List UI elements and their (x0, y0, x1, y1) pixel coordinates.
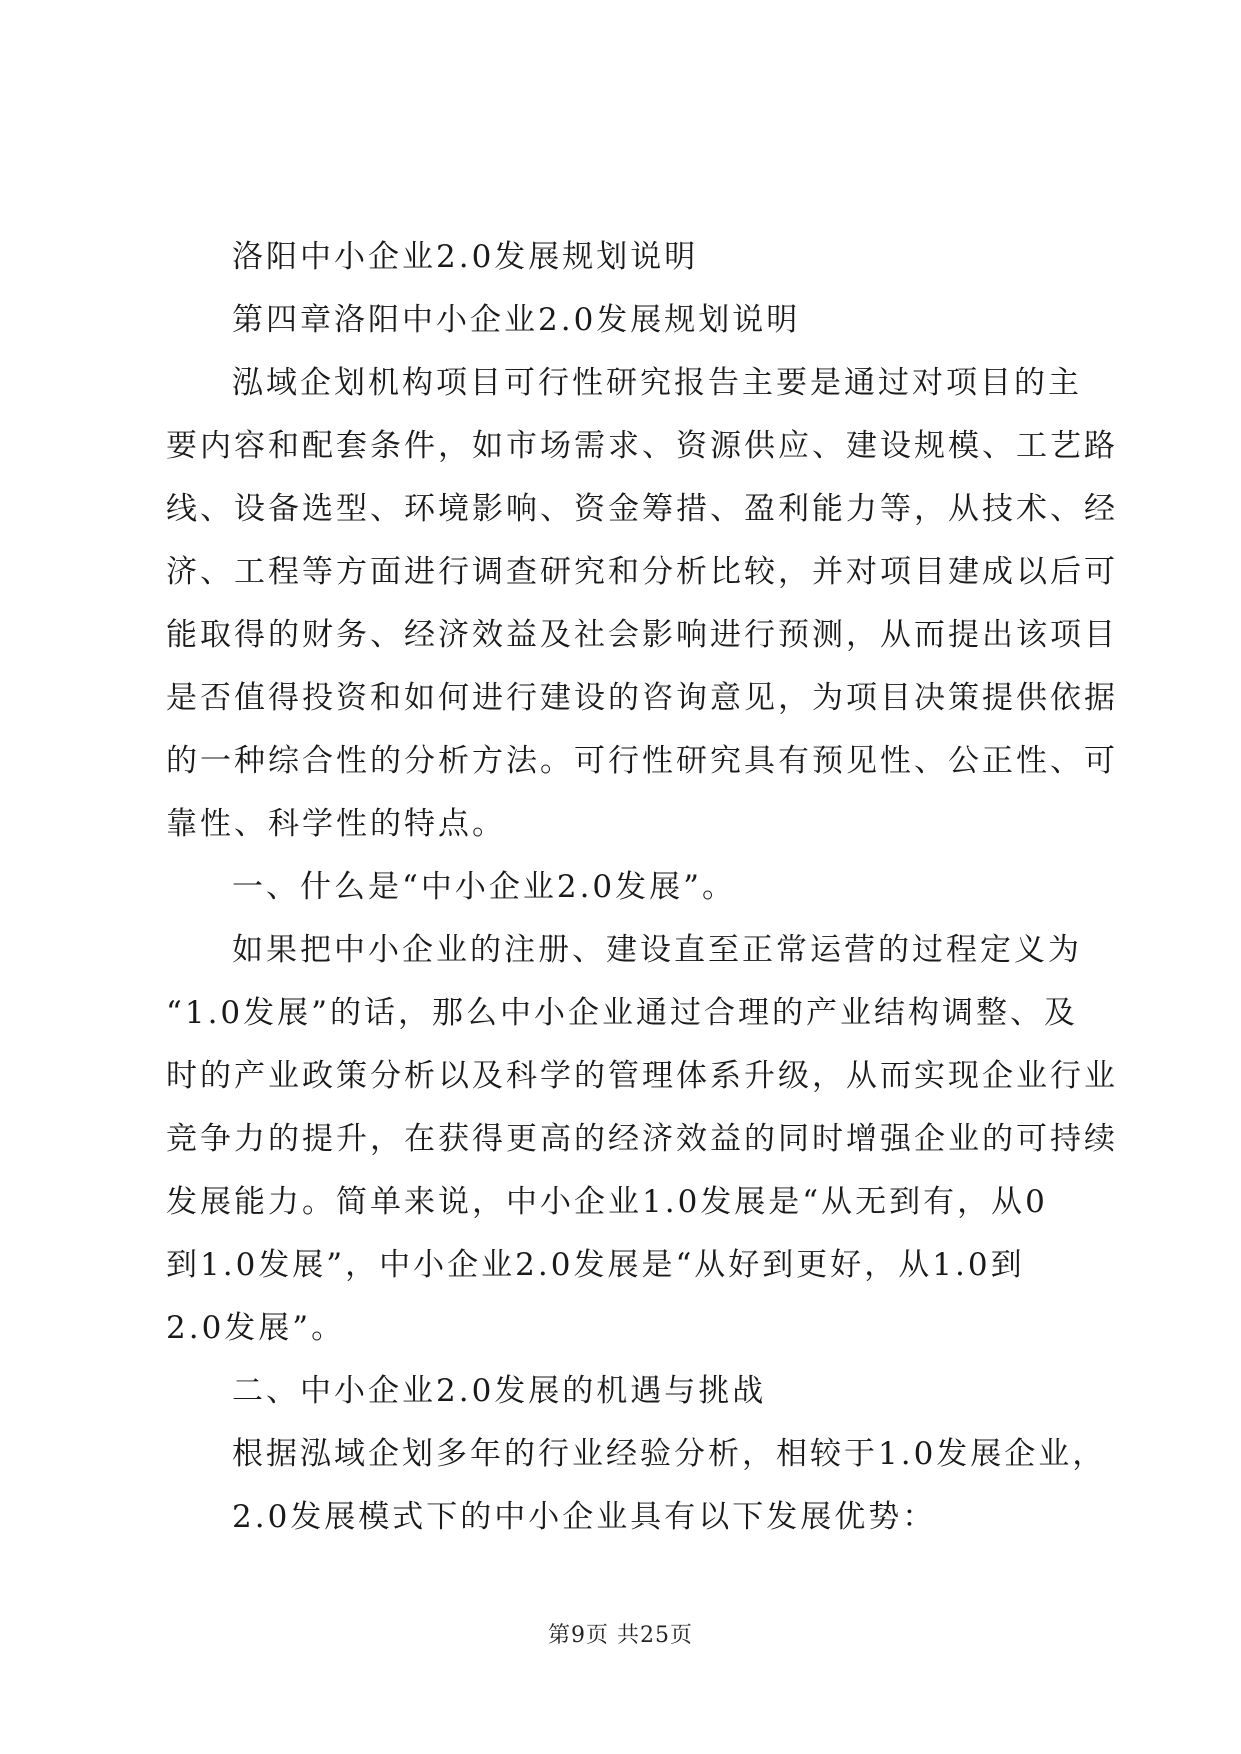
paragraph-line: 2.0发展模式下的中小企业具有以下发展优势： (232, 1499, 937, 1535)
paragraph-line: 如果把中小企业的注册、建设直至正常运营的过程定义为 (232, 932, 1082, 968)
section-heading-1: 一、什么是“中小企业2.0发展”。 (232, 869, 736, 905)
paragraph-intro (166, 352, 1118, 856)
paragraph-line: 能取得的财务、经济效益及社会影响进行预测，从而提出该项目 (166, 617, 1118, 653)
paragraph-line: 靠性、科学性的特点。 (166, 806, 506, 842)
paragraph-line: “1.0发展”的话，那么中小企业通过合理的产业结构调整、及 (166, 995, 1078, 1031)
document-title: 洛阳中小企业2.0发展规划说明 (232, 239, 699, 275)
chapter-title: 第四章洛阳中小企业2.0发展规划说明 (232, 302, 801, 338)
paragraph-advantages (166, 1423, 1107, 1549)
paragraph-line: 到1.0发展”，中小企业2.0发展是“从好到更好，从1.0到 (166, 1247, 1025, 1283)
paragraph-line: 是否值得投资和如何进行建设的咨询意见，为项目决策提供依据 (166, 680, 1118, 716)
paragraph-line: 泓域企划机构项目可行性研究报告主要是通过对项目的主 (232, 365, 1082, 401)
paragraph-line: 时的产业政策分析以及科学的管理体系升级，从而实现企业行业 (166, 1058, 1118, 1094)
paragraph-line: 根据泓域企划多年的行业经验分析，相较于1.0发展企业， (232, 1436, 1107, 1472)
paragraph-definition (166, 919, 1118, 1360)
section-heading-2: 二、中小企业2.0发展的机遇与挑战 (232, 1373, 767, 1409)
paragraph-line: 济、工程等方面进行调查研究和分析比较，并对项目建成以后可 (166, 554, 1118, 590)
page-number-footer: 第9页 共25页 (548, 1623, 693, 1648)
paragraph-line: 发展能力。简单来说，中小企业1.0发展是“从无到有，从0 (166, 1184, 1048, 1220)
paragraph-line: 竞争力的提升，在获得更高的经济效益的同时增强企业的可持续 (166, 1121, 1118, 1157)
paragraph-line: 线、设备选型、环境影响、资金筹措、盈利能力等，从技术、经 (166, 491, 1118, 527)
document-body (166, 226, 1118, 1549)
paragraph-line: 要内容和配套条件，如市场需求、资源供应、建设规模、工艺路 (166, 428, 1118, 464)
paragraph-line: 的一种综合性的分析方法。可行性研究具有预见性、公正性、可 (166, 743, 1118, 779)
paragraph-line: 2.0发展”。 (166, 1310, 346, 1346)
